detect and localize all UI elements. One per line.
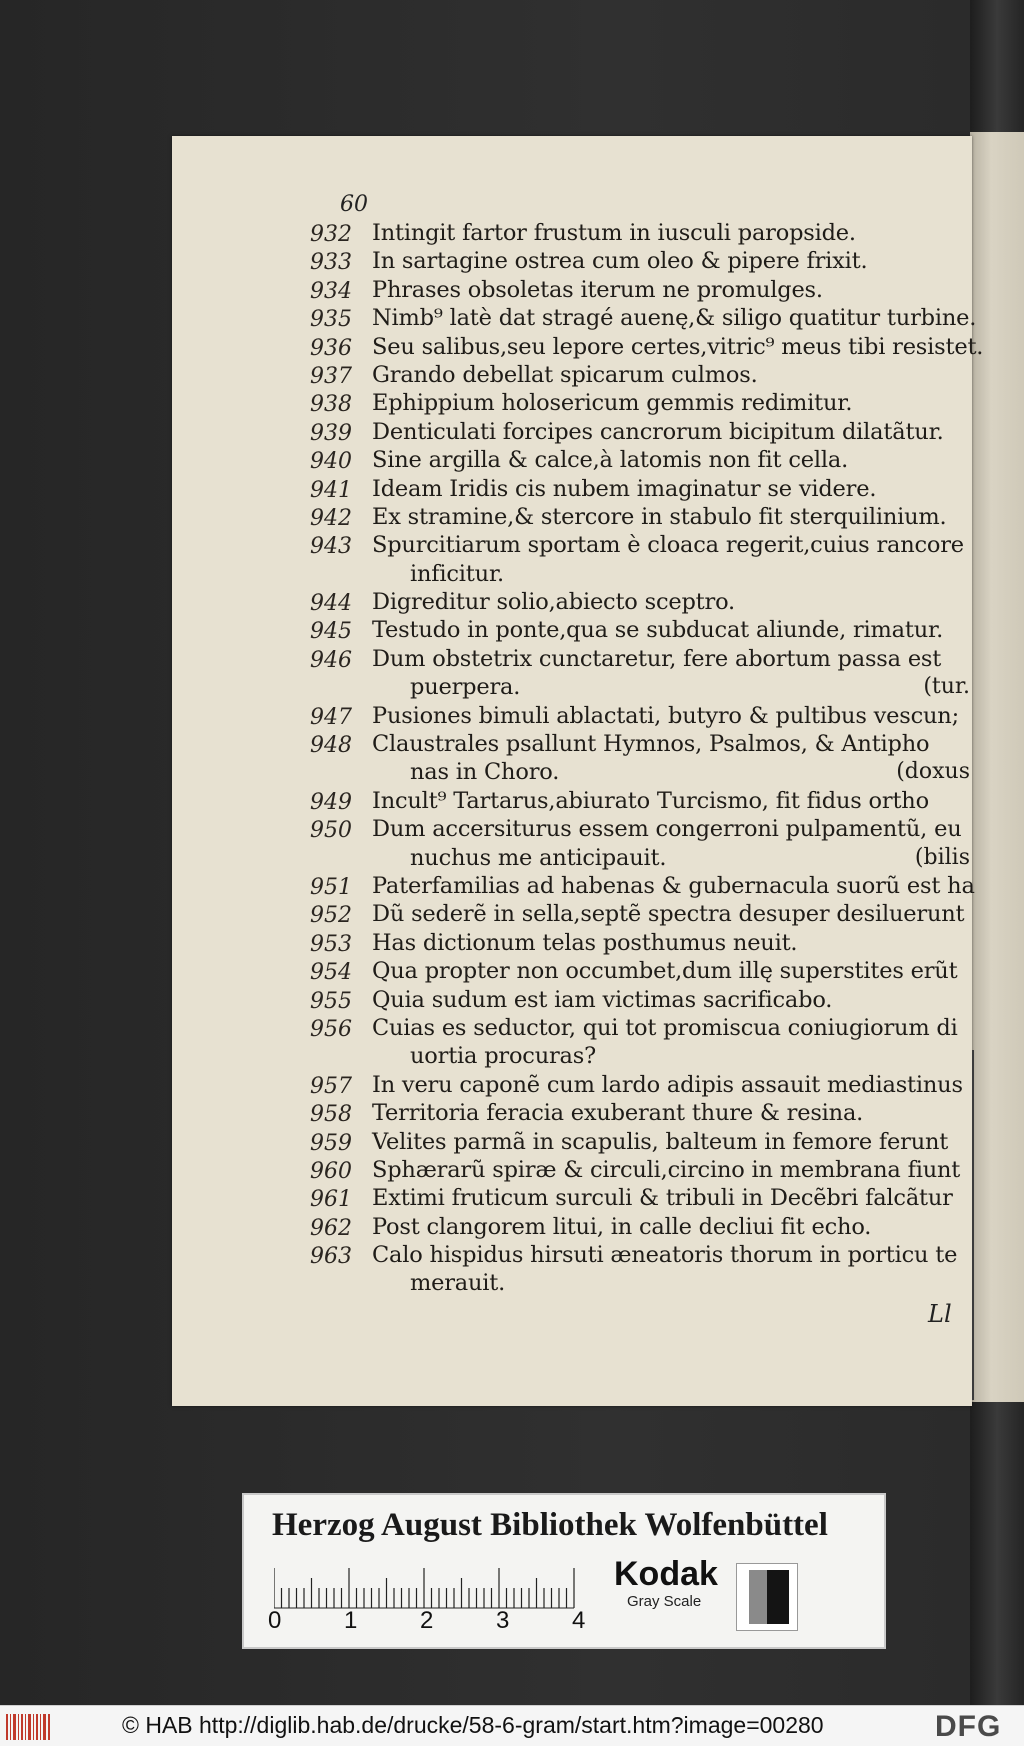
sentence-line xyxy=(310,362,970,390)
footer-bar xyxy=(0,1705,1024,1746)
line-number: 950 xyxy=(310,818,352,844)
line-number: 938 xyxy=(310,392,352,418)
sentence-line xyxy=(310,532,970,560)
sentence-line xyxy=(310,277,970,305)
line-text: Ephippium holosericum gemmis redimitur. xyxy=(372,390,853,417)
line-text: Calo hispidus hirsuti æneatoris thorum in porticu te xyxy=(372,1242,958,1269)
line-text: Ex stramine,& stercore in stabulo fit sterquilinium. xyxy=(372,503,947,530)
line-number: 935 xyxy=(310,307,352,333)
line-text: nas in Choro. xyxy=(410,759,560,786)
ruler-number: 4 xyxy=(572,1607,586,1634)
black-patch xyxy=(767,1570,789,1624)
sentence-line xyxy=(310,930,970,958)
page-fold-line xyxy=(972,1050,974,1400)
line-overflow-text: (doxus xyxy=(896,759,970,785)
line-text: Incult⁹ Tartarus,abiurato Turcismo, fit fidus ortho xyxy=(372,787,929,814)
line-text: nuchus me anticipauit. xyxy=(410,844,667,871)
line-text: Claustrales psallunt Hymnos, Psalmos, & Antipho xyxy=(372,731,930,758)
sentence-line xyxy=(310,390,970,418)
line-text: Velites parmã in scapulis, balteum in femore ferunt xyxy=(372,1128,949,1155)
line-text: Seu salibus,seu lepore certes,vitric⁹ meus tibi resistet. xyxy=(372,333,984,360)
line-text: Cuias es seductor, qui tot promiscua coniugiorum di xyxy=(372,1014,958,1041)
sentence-list xyxy=(310,220,984,1299)
sentence-line xyxy=(310,1072,970,1100)
sentence-line xyxy=(310,1129,970,1157)
sentence-line xyxy=(310,646,970,674)
ruler-scale xyxy=(274,1559,582,1609)
dfg-logo: DFG xyxy=(935,1710,1002,1743)
line-number: 952 xyxy=(310,903,352,929)
line-number: 936 xyxy=(310,335,352,361)
sentence-line xyxy=(310,1100,970,1128)
line-number: 946 xyxy=(310,647,352,673)
line-text: Grando debellat spicarum culmos. xyxy=(372,361,758,388)
sentence-line xyxy=(310,1157,970,1185)
sentence-line xyxy=(310,1270,970,1298)
line-number: 942 xyxy=(310,505,352,531)
sentence-line xyxy=(310,759,970,787)
sentence-line xyxy=(310,731,970,759)
line-number: 958 xyxy=(310,1102,352,1128)
line-number: 937 xyxy=(310,363,352,389)
gray-patch xyxy=(749,1570,767,1624)
line-number: 956 xyxy=(310,1016,352,1042)
line-number: 948 xyxy=(310,733,352,759)
line-text: Has dictionum telas posthumus neuit. xyxy=(372,929,798,956)
next-page-edge xyxy=(970,132,1024,1402)
sentence-line xyxy=(310,816,970,844)
line-text: Digreditur solio,abiecto sceptro. xyxy=(372,589,735,616)
sentence-line xyxy=(310,674,970,702)
kodak-logo: Kodak xyxy=(614,1555,718,1593)
page-number: 60 xyxy=(340,192,368,217)
sentence-line xyxy=(310,1015,970,1043)
ruler-numbers xyxy=(268,1607,588,1637)
line-text: In sartagine ostrea cum oleo & pipere frixit. xyxy=(372,248,868,275)
ruler-number: 0 xyxy=(268,1607,282,1634)
line-number: 961 xyxy=(310,1187,352,1213)
sentence-line xyxy=(310,845,970,873)
sentence-line xyxy=(310,504,970,532)
line-number: 963 xyxy=(310,1244,352,1270)
ruler-number: 2 xyxy=(420,1607,434,1634)
line-number: 959 xyxy=(310,1130,352,1156)
line-text: Paterfamilias ad habenas & gubernacula suorũ est ha xyxy=(372,872,975,899)
sentence-line xyxy=(310,333,984,362)
library-name: Herzog August Bibliothek Wolfenbüttel xyxy=(272,1507,828,1543)
line-number: 957 xyxy=(310,1073,352,1099)
sentence-line xyxy=(310,872,975,901)
line-number: 933 xyxy=(310,250,352,276)
gray-scale-label: Gray Scale xyxy=(627,1593,702,1610)
ruler-number: 3 xyxy=(496,1607,510,1634)
sentence-line xyxy=(310,248,970,276)
line-text: Spurcitiarum sportam è cloaca regerit,cuius rancore xyxy=(372,532,964,559)
line-number: 941 xyxy=(310,477,352,503)
line-number: 962 xyxy=(310,1215,352,1241)
sentence-line xyxy=(310,476,970,504)
line-text: uortia procuras? xyxy=(410,1043,596,1070)
sentence-line xyxy=(310,1185,970,1213)
ruler-number: 1 xyxy=(344,1607,358,1634)
line-number: 954 xyxy=(310,960,352,986)
line-text: inficitur. xyxy=(410,560,504,587)
sentence-line xyxy=(310,958,970,986)
line-text: Sine argilla & calce,à latomis non fit cella. xyxy=(372,447,849,474)
line-text: Phrases obsoletas iterum ne promulges. xyxy=(372,276,823,303)
sentence-line xyxy=(310,589,970,617)
line-text: Qua propter non occumbet,dum illę superstites erũt xyxy=(372,958,958,985)
copyright-link[interactable]: © HAB http://diglib.hab.de/drucke/58-6-gram/start.htm?image=00280 xyxy=(122,1712,824,1738)
sentence-line xyxy=(310,305,977,333)
line-text: puerpera. xyxy=(410,674,521,701)
line-number: 949 xyxy=(310,789,352,815)
line-text: Post clangorem litui, in calle decliui fit echo. xyxy=(372,1213,872,1240)
line-text: Ideam Iridis cis nubem imaginatur se videre. xyxy=(372,475,877,502)
sentence-line xyxy=(310,987,970,1015)
sentence-line xyxy=(310,1242,970,1270)
line-text: Denticulati forcipes cancrorum bicipitum dilatãtur. xyxy=(372,418,944,445)
line-text: Testudo in ponte,qua se subducat aliunde, rimatur. xyxy=(372,617,944,644)
signature-mark: Ll xyxy=(928,1300,952,1328)
line-text: Quia sudum est iam victimas sacrificabo. xyxy=(372,986,833,1013)
line-number: 947 xyxy=(310,704,352,730)
line-text: Extimi fruticum surculi & tribuli in Decẽbri falcãtur xyxy=(372,1185,953,1212)
gray-swatch xyxy=(736,1563,798,1631)
line-text: In veru caponẽ cum lardo adipis assauit mediastinus xyxy=(372,1071,963,1098)
line-number: 953 xyxy=(310,931,352,957)
line-number: 934 xyxy=(310,278,352,304)
line-number: 955 xyxy=(310,988,352,1014)
line-text: Pusiones bimuli ablactati, butyro & pultibus vescun; xyxy=(372,702,959,729)
line-text: Sphærarũ spiræ & circuli,circino in membrana fiunt xyxy=(372,1156,961,1183)
line-text: Intingit fartor frustum in iusculi paropside. xyxy=(372,220,856,246)
sentence-line xyxy=(310,1214,970,1242)
color-calibration-card xyxy=(242,1493,886,1649)
line-number: 943 xyxy=(310,534,352,560)
line-number: 944 xyxy=(310,591,352,617)
line-number: 960 xyxy=(310,1158,352,1184)
line-text: Dum accersiturus essem congerroni pulpamentũ, eu xyxy=(372,816,962,843)
sentence-line xyxy=(310,419,970,447)
line-number: 932 xyxy=(310,222,352,247)
line-text: Nimb⁹ latè dat stragé auenę,& siligo quatitur turbine. xyxy=(372,305,977,332)
line-number: 939 xyxy=(310,420,352,446)
line-number: 945 xyxy=(310,619,352,645)
sentence-line xyxy=(310,901,970,929)
sentence-line xyxy=(310,703,970,731)
sentence-line xyxy=(310,220,970,248)
sentence-line xyxy=(310,447,970,475)
line-text: Dum obstetrix cunctaretur, fere abortum passa est xyxy=(372,645,942,672)
line-text: Territoria feracia exuberant thure & resina. xyxy=(372,1100,864,1127)
line-overflow-text: (tur. xyxy=(923,674,970,700)
line-number: 951 xyxy=(310,874,352,900)
barcode-icon xyxy=(6,1714,50,1740)
line-number: 940 xyxy=(310,449,352,475)
line-text: Dũ sederẽ in sella,septẽ spectra desuper desiluerunt xyxy=(372,901,965,928)
sentence-line xyxy=(310,561,970,589)
sentence-line xyxy=(310,1043,970,1071)
line-text: merauit. xyxy=(410,1270,506,1297)
line-overflow-text: (bilis xyxy=(914,844,970,870)
sentence-line xyxy=(310,617,970,645)
sentence-line xyxy=(310,788,970,816)
